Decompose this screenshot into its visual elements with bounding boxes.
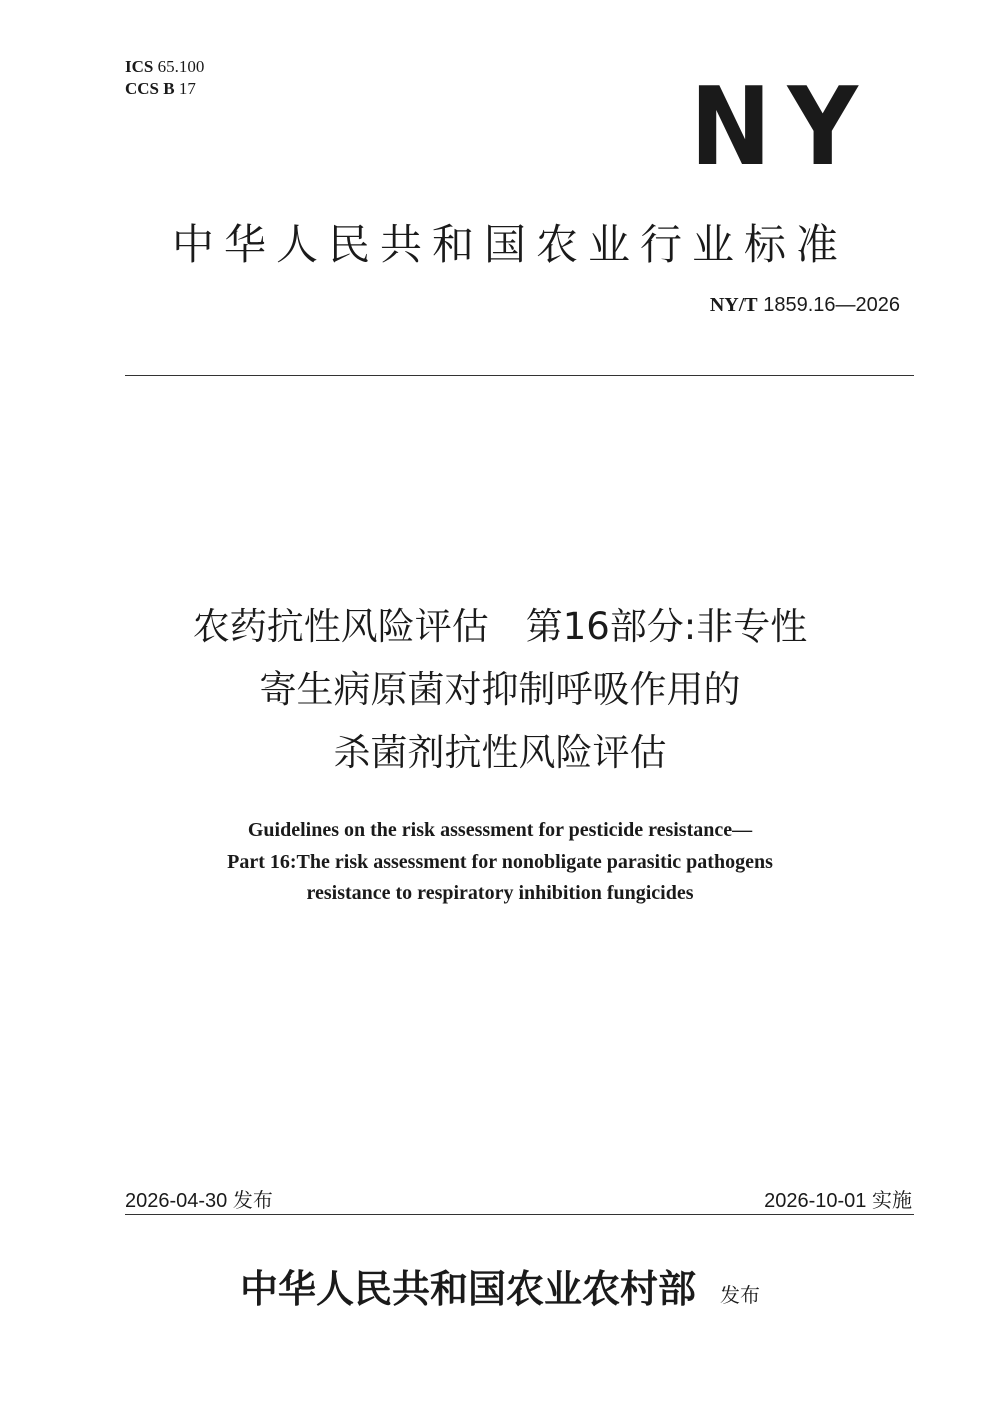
english-title: [0, 815, 1000, 910]
ccs-code: CCS B 17: [125, 79, 196, 98]
standard-category-title: 中华人民共和国农业行业标准: [171, 220, 848, 269]
top-divider: [125, 375, 914, 376]
standard-number: [710, 294, 900, 317]
english-title-line-2: Part 16:The risk assessment for nonobligate parasitic pathogens: [227, 850, 773, 873]
chinese-title-line-2: 寄生病原菌对抑制呼吸作用的: [259, 668, 741, 711]
ny-logo: NY: [690, 65, 875, 190]
chinese-title-line-3: 杀菌剂抗性风险评估: [333, 731, 667, 774]
bottom-divider: [125, 1214, 914, 1215]
publisher-suffix: 发布: [720, 1283, 760, 1307]
publisher: [0, 1258, 1000, 1313]
ics-code: ICS 65.100: [125, 57, 205, 76]
chinese-title-line-1: 农药抗性风险评估 第16部分:非专性: [192, 605, 808, 648]
implementation-date: 2026-10-01 实施: [764, 1190, 912, 1212]
english-title-line-3: resistance to respiratory inhibition fungicides: [306, 882, 694, 904]
english-title-line-1: Guidelines on the risk assessment for pesticide resistance—: [247, 819, 753, 841]
standard-number-prefix: NY/T: [709, 294, 758, 316]
publisher-name: 中华人民共和国农业农村部: [239, 1266, 696, 1311]
standard-number-value: 1859.16—2026: [763, 294, 900, 316]
classification-codes: [125, 56, 204, 100]
issue-date: 2026-04-30 发布: [125, 1190, 273, 1212]
